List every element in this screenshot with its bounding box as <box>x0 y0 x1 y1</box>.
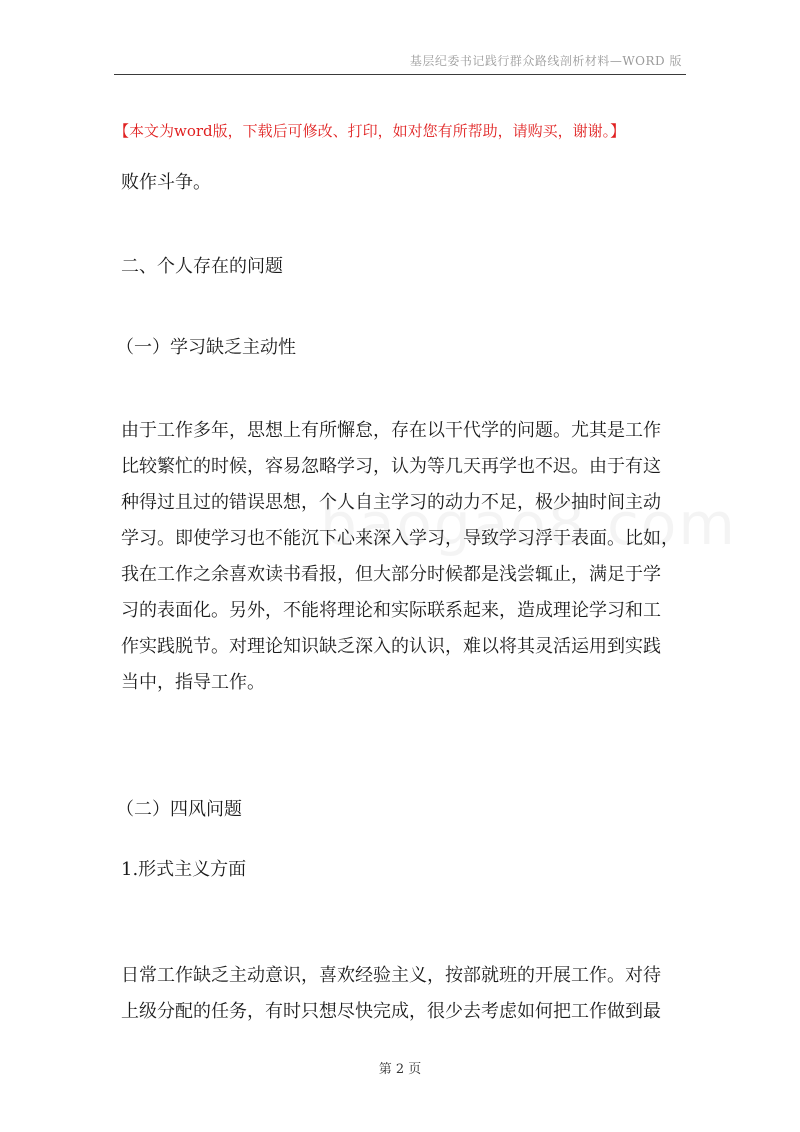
paragraph-line: 日常工作缺乏主动意识，喜欢经验主义，按部就班的开展工作。对待 <box>121 965 661 986</box>
document-header-title: 基层纪委书记践行群众路线剖析材料—WORD 版 <box>409 54 682 68</box>
subsection-heading-2: （二）四风问题 <box>116 799 242 820</box>
paragraph-line: 当中，指导工作。 <box>121 672 265 693</box>
section-heading: 二、个人存在的问题 <box>121 256 283 277</box>
paragraph-study <box>121 413 681 701</box>
paragraph-line: 我在工作之余喜欢读书看报，但大部分时候都是浅尝辄止，满足于学 <box>121 564 661 585</box>
header-divider <box>114 74 686 75</box>
paragraph-formalism <box>121 958 681 1030</box>
subsection-heading-1: （一）学习缺乏主动性 <box>116 337 296 358</box>
download-notice: 【本文为word版，下载后可修改、打印，如对您有所帮助，请购买，谢谢。】 <box>114 122 626 140</box>
paragraph-line: 学习。即使学习也不能沉下心来深入学习，导致学习浮于表面。比如， <box>121 528 679 549</box>
paragraph-line: 种得过且过的错误思想，个人自主学习的动力不足，极少抽时间主动 <box>121 492 661 513</box>
item-heading-1: 1.形式主义方面 <box>121 859 247 880</box>
paragraph-line: 习的表面化。另外，不能将理论和实际联系起来，造成理论学习和工 <box>121 600 661 621</box>
paragraph-line: 由于工作多年，思想上有所懈怠，存在以干代学的问题。尤其是工作 <box>121 420 661 441</box>
page-number: 第 2 页 <box>378 1062 422 1077</box>
paragraph-continuation: 败作斗争。 <box>121 172 211 193</box>
paragraph-line: 比较繁忙的时候，容易忽略学习，认为等几天再学也不迟。由于有这 <box>121 456 661 477</box>
paragraph-line: 作实践脱节。对理论知识缺乏深入的认识，难以将其灵活运用到实践 <box>121 636 661 657</box>
paragraph-line: 上级分配的任务，有时只想尽快完成，很少去考虑如何把工作做到最 <box>121 1001 661 1022</box>
